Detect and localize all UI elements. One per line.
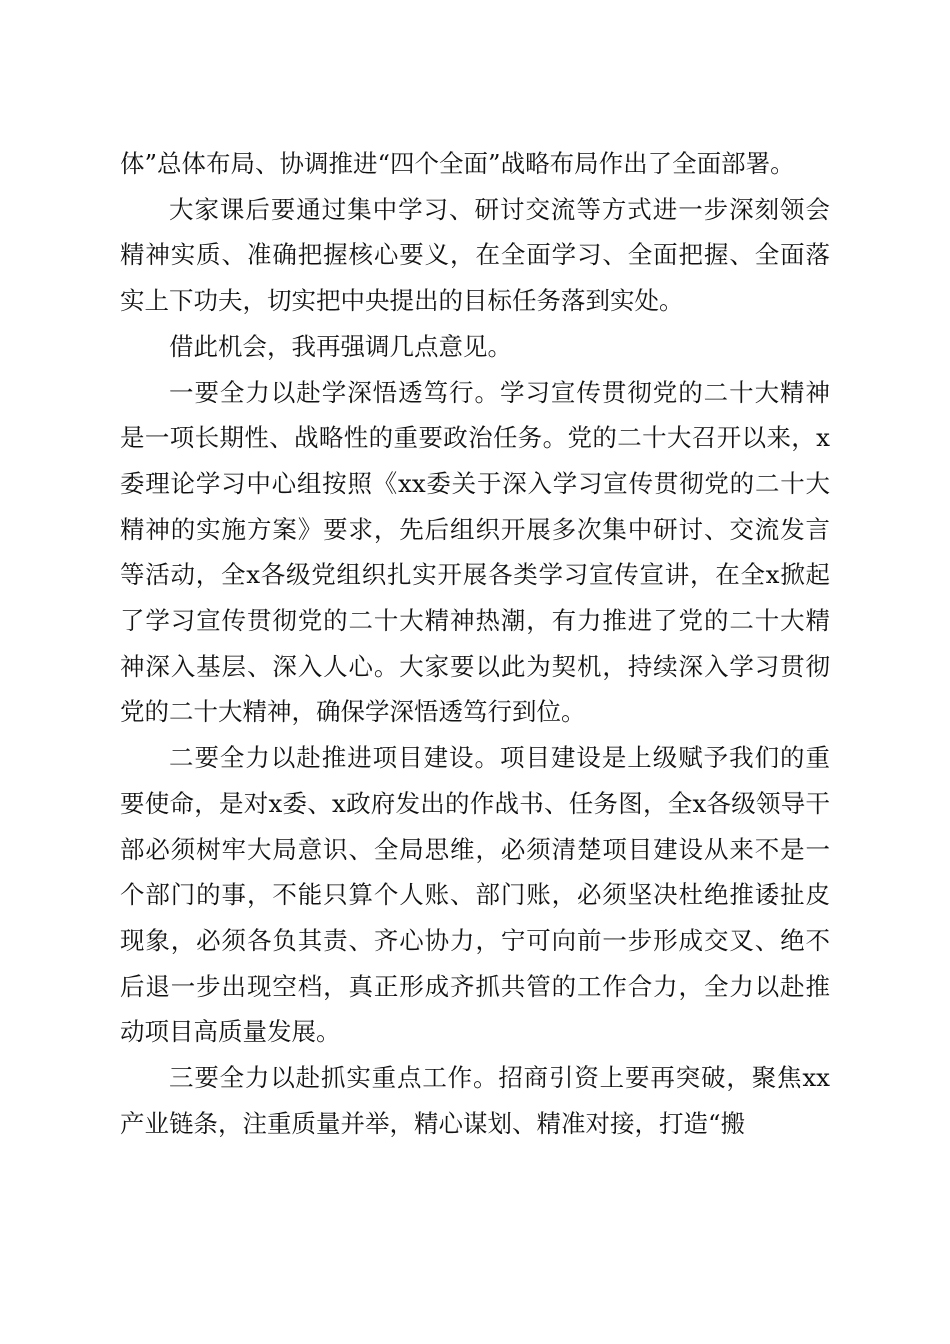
paragraph-transition: 借此机会，我再强调几点意见。	[169, 331, 512, 361]
paragraph-point-two: 二要全力以赴推进项目建设。项目建设是上级赋予我们的重要使命，是对x委、x政府发出的作战书、任务图，全x各级领导干部必须树牢大局意识、全局思维，必须清楚项目建设从来不是一个部门的事，不能只算个人账、部门账，必须坚决杜绝推诿扯皮现象，必须各负其责、齐心协力，宁可向前一步形成交叉、绝不后退一步出现空档，真正形成齐抓共管的工作合力，全力以赴推动项目高质量发展。	[120, 743, 830, 1047]
document-body	[120, 141, 830, 1146]
paragraph-point-three: 三要全力以赴抓实重点工作。招商引资上要再突破，聚焦xx产业链条，注重质量并举，精心谋划、精准对接，打造“搬	[120, 1063, 830, 1138]
paragraph-study-requirement: 大家课后要通过集中学习、研讨交流等方式进一步深刻领会精神实质、准确把握核心要义，在全面学习、全面把握、全面落实上下功夫，切实把中央提出的目标任务落到实处。	[120, 194, 830, 316]
paragraph-point-one: 一要全力以赴学深悟透笃行。学习宣传贯彻党的二十大精神是一项长期性、战略性的重要政治任务。党的二十大召开以来，x委理论学习中心组按照《xx委关于深入学习宣传贯彻党的二十大精神的实施方案》要求，先后组织开展多次集中研讨、交流发言等活动，全x各级党组织扎实开展各类学习宣传宣讲，在全x掀起了学习宣传贯彻党的二十大精神热潮，有力推进了党的二十大精神深入基层、深入人心。大家要以此为契机，持续深入学习贯彻党的二十大精神，确保学深悟透笃行到位。	[120, 377, 830, 727]
paragraph-continuation: 体”总体布局、协调推进“四个全面”战略布局作出了全面部署。	[120, 149, 795, 178]
